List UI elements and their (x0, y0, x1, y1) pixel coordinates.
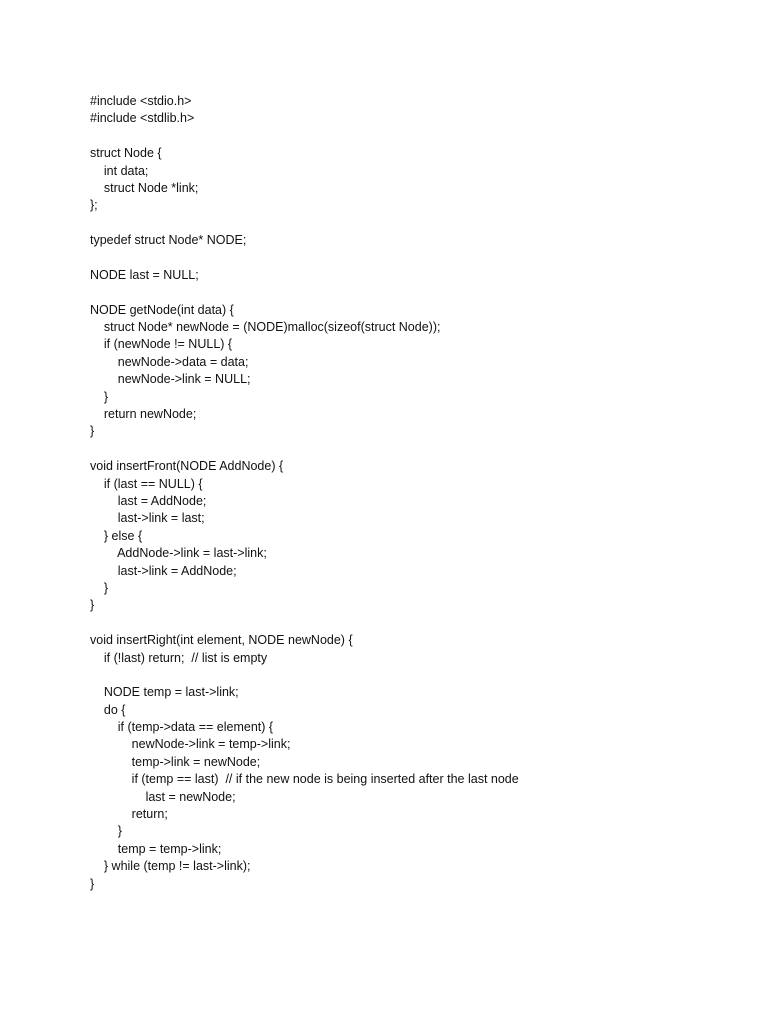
code-line: #include <stdio.h> (90, 94, 192, 108)
code-line: if (newNode != NULL) { (90, 337, 233, 352)
code-line: return; (90, 807, 168, 822)
code-line: last->link = AddNode; (90, 563, 237, 578)
code-line: NODE temp = last->link; (90, 685, 239, 700)
code-line: if (temp == last) // if the new node is being inserted after the last node (90, 772, 519, 787)
code-line: int data; (90, 163, 149, 178)
code-block (90, 93, 730, 893)
code-line (90, 128, 730, 145)
code-line: } (90, 824, 122, 839)
code-line (90, 667, 730, 684)
code-line: }; (90, 198, 98, 213)
code-line (90, 284, 730, 301)
code-line: do { (90, 702, 126, 717)
code-line: struct Node { (90, 146, 162, 161)
code-line: NODE last = NULL; (90, 267, 199, 282)
code-line: return newNode; (90, 407, 197, 422)
code-line: newNode->link = NULL; (90, 372, 251, 387)
code-line (90, 250, 730, 267)
code-line: } (90, 598, 95, 613)
code-line (90, 615, 730, 632)
code-line: typedef struct Node* NODE; (90, 233, 247, 248)
code-line: } (90, 876, 95, 891)
code-line: } (90, 424, 95, 439)
code-line: last = AddNode; (90, 493, 207, 508)
code-line: temp = temp->link; (90, 841, 222, 856)
code-line: NODE getNode(int data) { (90, 302, 234, 317)
code-line: } (90, 389, 109, 404)
code-line: void insertRight(int element, NODE newNode) { (90, 633, 353, 648)
code-line: if (last == NULL) { (90, 476, 203, 491)
code-line: temp->link = newNode; (90, 754, 261, 769)
code-line (90, 215, 730, 232)
code-line: struct Node* newNode = (NODE)malloc(sizeof(struct Node)); (90, 320, 441, 335)
code-line: last->link = last; (90, 511, 205, 526)
code-line: struct Node *link; (90, 180, 199, 195)
code-line: newNode->link = temp->link; (90, 737, 291, 752)
code-line (90, 441, 730, 458)
code-line: } (90, 580, 109, 595)
code-line: last = newNode; (90, 789, 236, 804)
code-line: AddNode->link = last->link; (90, 546, 267, 561)
code-line: if (temp->data == element) { (90, 720, 274, 735)
code-line: #include <stdlib.h> (90, 111, 195, 126)
code-line: } else { (90, 528, 143, 543)
code-line: newNode->data = data; (90, 354, 249, 369)
code-line: if (!last) return; // list is empty (90, 650, 268, 665)
code-line: } while (temp != last->link); (90, 859, 251, 874)
code-line: void insertFront(NODE AddNode) { (90, 459, 284, 474)
